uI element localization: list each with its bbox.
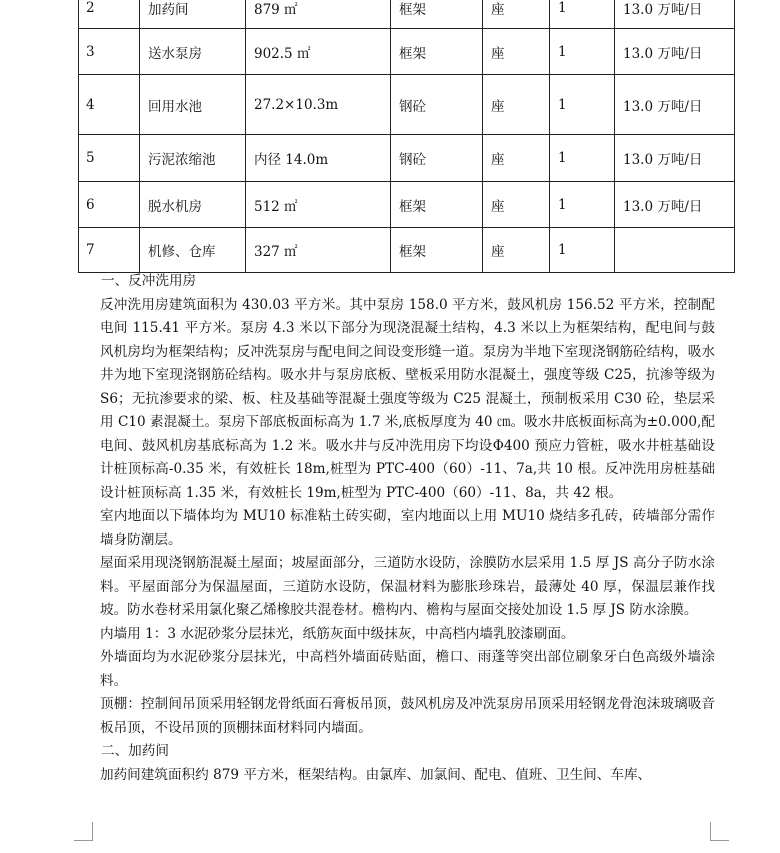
document-body [100,270,715,787]
structure-name: 加药间 [140,0,246,29]
structure-size: 27.2×10.3m [246,75,391,135]
structure-name: 回用水池 [140,75,246,135]
structure-name: 污泥浓缩池 [140,135,246,182]
table-row [79,29,735,75]
structure-name: 脱水机房 [140,182,246,228]
table-row [79,228,735,273]
structure-size: 902.5 ㎡ [246,29,391,75]
capacity: 13.0 万吨/日 [615,75,735,135]
quantity: 1 [550,75,615,135]
quantity: 1 [550,182,615,228]
structure-size: 内径 14.0m [246,135,391,182]
structure-type: 框架 [391,0,483,29]
unit: 座 [483,182,550,228]
table-row [79,182,735,228]
structures-table [78,0,735,273]
row-number: 3 [79,29,140,75]
structure-type: 钢砼 [391,75,483,135]
table-row [79,75,735,135]
paragraph: 加药间建筑面积约 879 平方米，框架结构。由氯库、加氯间、配电、值班、卫生间、车库、 [100,766,652,783]
row-number: 5 [79,135,140,182]
structure-type: 框架 [391,182,483,228]
quantity: 1 [550,0,615,29]
paragraph: 屋面采用现浇钢筋混凝土屋面；坡屋面部分，三道防水设防，涂膜防水层采用 1.5 厚 JS 高分子防水涂料。平屋面部分为保温屋面，三道防水设防，保温材料为膨胀珍珠岩，最薄处 40 厚，保温层兼作找坡。防水卷材采用氯化聚乙烯橡胶共混卷材。檐构内、檐构与屋面交接处加设 1.5 厚 JS 防水涂膜。 [100,555,715,618]
section-heading: 二、加药间 [101,743,169,759]
paragraph: 外墙面均为水泥砂浆分层抹光，中高档外墙面砖贴面，檐口、雨蓬等突出部位刷象牙白色高级外墙涂料。 [100,649,715,689]
row-number: 2 [79,0,140,29]
capacity [615,228,735,273]
structure-name: 机修、仓库 [140,228,246,273]
row-number: 6 [79,182,140,228]
page-margin-mark [710,822,729,841]
capacity: 13.0 万吨/日 [615,29,735,75]
table-row [79,0,735,29]
row-number: 7 [79,228,140,273]
structure-size: 512 ㎡ [246,182,391,228]
quantity: 1 [550,228,615,273]
capacity: 13.0 万吨/日 [615,135,735,182]
row-number: 4 [79,75,140,135]
page-margin-mark [74,822,93,841]
unit: 座 [483,75,550,135]
structure-type: 钢砼 [391,135,483,182]
structure-size: 327 ㎡ [246,228,391,273]
structure-size: 879 ㎡ [246,0,391,29]
capacity: 13.0 万吨/日 [615,182,735,228]
unit: 座 [483,228,550,273]
unit: 座 [483,135,550,182]
capacity: 13.0 万吨/日 [615,0,735,29]
structure-name: 送水泵房 [140,29,246,75]
quantity: 1 [550,135,615,182]
structure-type: 框架 [391,228,483,273]
paragraph: 顶棚：控制间吊顶采用轻钢龙骨纸面石膏板吊顶，鼓风机房及冲洗泵房吊顶采用轻钢龙骨泡沫玻璃吸音板吊顶，不设吊顶的顶棚抹面材料同内墙面。 [100,696,715,736]
quantity: 1 [550,29,615,75]
table-row [79,135,735,182]
paragraph: 室内地面以下墙体均为 MU10 标准粘土砖实砌，室内地面以上用 MU10 烧结多孔砖，砖墙部分需作墙身防潮层。 [100,508,715,548]
paragraph: 内墙用 1：3 水泥砂浆分层抹光，纸筋灰面中级抹灰，中高档内墙乳胶漆刷面。 [100,625,575,642]
paragraph: 反冲洗用房建筑面积为 430.03 平方米。其中泵房 158.0 平方米，鼓风机房 156.52 平方米，控制配电间 115.41 平方米。泵房 4.3 米以下部分为现浇混凝土结构，4.3 米以上为框架结构，配电间与鼓风机房均为框架结构；反冲洗泵房与配电间之间设变形缝一道。泵房为半地下室现浇钢筋砼结构，吸水井为地下室现浇钢筋砼结构。吸水井与泵房底板、壁板采用防水混凝土，强度等级 C25，抗渗等级为 S6；无抗渗要求的梁、板、柱及基础等混凝土强度等级为 C25 混凝土，预制板采用 C30 砼，垫层采用 C10 素混凝土。泵房下部底板面标高为 1.7 米,底板厚度为 40 ㎝。吸水井底板面标高为±0.000,配电间、鼓风机房基底标高为 1.2 米。吸水井与反冲洗用房下均设Φ400 预应力管桩，吸水井桩基础设计桩顶标高-0.35 米，有效桩长 18m,桩型为 PTC-400（60）-11、7a,共 10 根。反冲洗用房桩基础设计桩顶标高 1.35 米，有效桩长 19m,桩型为 PTC-400（60）-11、8a，共 42 根。 [100,296,715,501]
structure-type: 框架 [391,29,483,75]
section-heading: 一、反冲洗用房 [101,273,197,289]
unit: 座 [483,29,550,75]
unit: 座 [483,0,550,29]
